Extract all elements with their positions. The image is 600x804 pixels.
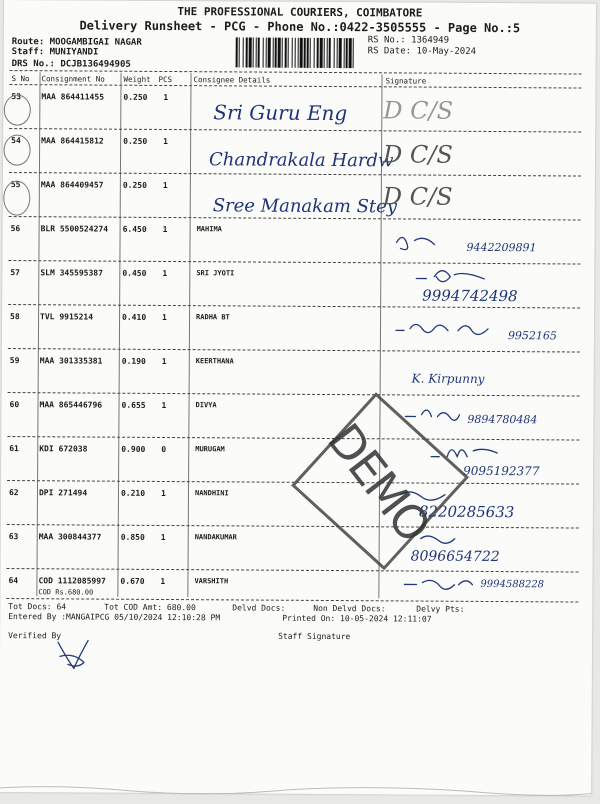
total-docs: Tot Docs: 64 bbox=[8, 602, 67, 612]
col-consignment: Consignment No bbox=[41, 74, 105, 84]
row-consignment: MAA 864415812 bbox=[41, 136, 104, 146]
row-sno: 55 bbox=[10, 180, 21, 190]
row-consignment: TVL 9915214 bbox=[40, 312, 94, 322]
handwritten-signature: D C/S bbox=[383, 96, 454, 125]
row-weight: 0.410 bbox=[122, 312, 147, 322]
row-weight: 0.450 bbox=[122, 268, 147, 278]
row-sno: 53 bbox=[11, 92, 22, 102]
row-consignee: SRI JYOTI bbox=[196, 269, 235, 278]
row-consignment: MAA 865446796 bbox=[39, 400, 103, 410]
row-consignment: MAA 300844377 bbox=[38, 532, 102, 542]
rs-number: RS No.: 1364949 bbox=[367, 35, 450, 46]
row-sno: 58 bbox=[10, 312, 20, 322]
handwritten-signature: 9994742498 bbox=[422, 286, 518, 306]
runsheet-title: Delivery Runsheet - PCG - Phone No.:0422-3505555 - Page No.:5 bbox=[79, 18, 521, 36]
table-row bbox=[0, 570, 592, 616]
handwriting bbox=[412, 264, 592, 307]
handwriting bbox=[392, 312, 600, 353]
total-cod: Tot COD Amt: 680.00 bbox=[104, 602, 196, 613]
col-pcs: PCS bbox=[158, 74, 173, 85]
table-row bbox=[1, 394, 593, 440]
row-consignment: COD 1112085997 bbox=[38, 576, 106, 586]
row-consignment: MAA 864409457 bbox=[40, 180, 104, 190]
handwritten-signature: 9894780484 bbox=[467, 412, 538, 427]
row-sno: 61 bbox=[9, 444, 19, 454]
table-row bbox=[2, 218, 594, 264]
row-weight: 6.450 bbox=[122, 224, 147, 234]
row-pcs: 1 bbox=[162, 224, 168, 235]
row-sno: 62 bbox=[8, 488, 19, 498]
route: Route: MOOGAMBIGAI NAGAR bbox=[11, 37, 142, 48]
pencil-mark bbox=[0, 178, 39, 218]
row-sno: 64 bbox=[8, 576, 19, 586]
pencil-mark bbox=[0, 134, 39, 168]
row-weight: 0.900 bbox=[121, 444, 146, 454]
row-consignee: NANDHINI bbox=[194, 489, 229, 498]
row-sno: 54 bbox=[11, 136, 21, 146]
row-consignee: DIVYA bbox=[195, 401, 217, 410]
table-row bbox=[2, 350, 594, 396]
pencil-mark bbox=[0, 94, 39, 128]
handwritten-consignee: Sree Manakam Stey bbox=[212, 195, 398, 218]
table-row bbox=[3, 174, 595, 220]
handwritten-signature: 9952165 bbox=[507, 329, 557, 343]
row-consignee: RADHA BT bbox=[196, 313, 230, 322]
handwriting bbox=[203, 135, 583, 177]
entered-by: Entered By :MANGAIPCG 05/10/2024 12:10:28 PM bbox=[8, 612, 221, 623]
verifier-signature bbox=[54, 636, 94, 676]
table-row bbox=[3, 86, 595, 132]
stamp-text: DEMO bbox=[316, 413, 441, 552]
printed-on: Printed On: 10-05-2024 12:11:07 bbox=[282, 613, 432, 624]
row-consignment: KDI 672038 bbox=[39, 444, 88, 454]
handwritten-signature: 8096654722 bbox=[410, 548, 500, 566]
staff: Staff: MUNIYANDI bbox=[11, 47, 99, 58]
non-delivered-docs: Non Delvd Docs: bbox=[313, 603, 386, 614]
row-pcs: 0 bbox=[161, 444, 167, 454]
col-consignee: Consignee Details bbox=[193, 75, 271, 85]
row-weight: 0.250 bbox=[123, 92, 148, 102]
row-weight: 0.210 bbox=[120, 488, 146, 498]
row-consignment: SLM 345595387 bbox=[40, 268, 103, 278]
row-pcs: 1 bbox=[163, 92, 169, 103]
barcode-bar bbox=[353, 38, 354, 68]
row-sno: 56 bbox=[10, 224, 21, 234]
handwritten-signature: 8220285633 bbox=[418, 502, 515, 522]
row-consignment: MAA 301335381 bbox=[39, 356, 103, 366]
row-pcs: 1 bbox=[160, 576, 166, 586]
col-signature: Signature bbox=[385, 76, 427, 86]
row-weight: 0.250 bbox=[123, 136, 148, 146]
row-pcs: 1 bbox=[160, 488, 166, 498]
row-pcs: 1 bbox=[161, 400, 167, 410]
row-consignee: VARSHITH bbox=[194, 577, 229, 586]
row-weight: 0.655 bbox=[121, 400, 146, 410]
page-edge-marks bbox=[0, 780, 591, 804]
staff-signature-label: Staff Signature bbox=[278, 631, 351, 642]
handwritten-signature: K. Kirpunny bbox=[411, 371, 485, 386]
rs-date: RS Date: 10-May-2024 bbox=[367, 46, 477, 57]
row-weight: 0.250 bbox=[122, 180, 147, 190]
company-name: THE PROFESSIONAL COURIERS, COIMBATORE bbox=[177, 5, 423, 20]
verified-by-label: Verified By bbox=[8, 631, 62, 641]
col-weight: Weight bbox=[123, 74, 151, 84]
row-pcs: 1 bbox=[162, 180, 168, 191]
cod-note: COD Rs.680.00 bbox=[38, 588, 94, 597]
row-pcs: 1 bbox=[161, 356, 167, 367]
row-pcs: 1 bbox=[163, 136, 168, 147]
handwriting bbox=[392, 228, 592, 263]
barcode bbox=[236, 37, 356, 68]
row-sno: 60 bbox=[9, 400, 20, 410]
drs-number: DRS No.: DCJB136494905 bbox=[11, 59, 131, 70]
table-row bbox=[3, 130, 595, 176]
row-pcs: 1 bbox=[162, 268, 168, 279]
row-pcs: 1 bbox=[162, 312, 167, 323]
row-sno: 57 bbox=[10, 268, 21, 278]
handwritten-signature: D C/S bbox=[382, 182, 453, 211]
row-weight: 0.190 bbox=[121, 356, 146, 366]
row-consignee: MAHIMA bbox=[196, 225, 222, 234]
row-weight: 0.670 bbox=[120, 576, 145, 586]
table-row bbox=[1, 526, 593, 572]
row-consignment: MAA 864411455 bbox=[41, 92, 105, 102]
row-consignee: NANDAKUMAR bbox=[194, 533, 237, 542]
row-sno: 59 bbox=[9, 356, 20, 366]
delivered-docs: Delvd Docs: bbox=[232, 603, 286, 613]
handwriting bbox=[203, 91, 583, 133]
handwritten-consignee: Sri Guru Eng bbox=[213, 100, 348, 126]
handwritten-consignee: Chandrakala Hardw bbox=[208, 149, 394, 172]
handwritten-signature: 9095192377 bbox=[463, 463, 540, 479]
row-sno: 63 bbox=[8, 532, 19, 542]
row-consignee: KEERTHANA bbox=[195, 357, 234, 366]
delivery-points: Delvy Pts: bbox=[416, 604, 465, 614]
demo-stamp bbox=[316, 413, 441, 552]
row-consignment: BLR 5500524274 bbox=[40, 224, 109, 234]
row-consignment: DPI 271494 bbox=[38, 488, 88, 498]
col-sno: S No bbox=[11, 74, 30, 84]
row-weight: 0.850 bbox=[120, 532, 145, 542]
handwritten-signature: 9442209891 bbox=[466, 240, 537, 255]
row-consignee: MURUGAM bbox=[195, 445, 225, 454]
handwritten-signature: D C/S bbox=[382, 140, 453, 169]
row-pcs: 1 bbox=[160, 532, 166, 542]
table-row bbox=[2, 306, 594, 352]
table-row bbox=[2, 262, 594, 308]
handwritten-signature: 9994588228 bbox=[480, 578, 545, 591]
handwriting bbox=[402, 360, 582, 395]
